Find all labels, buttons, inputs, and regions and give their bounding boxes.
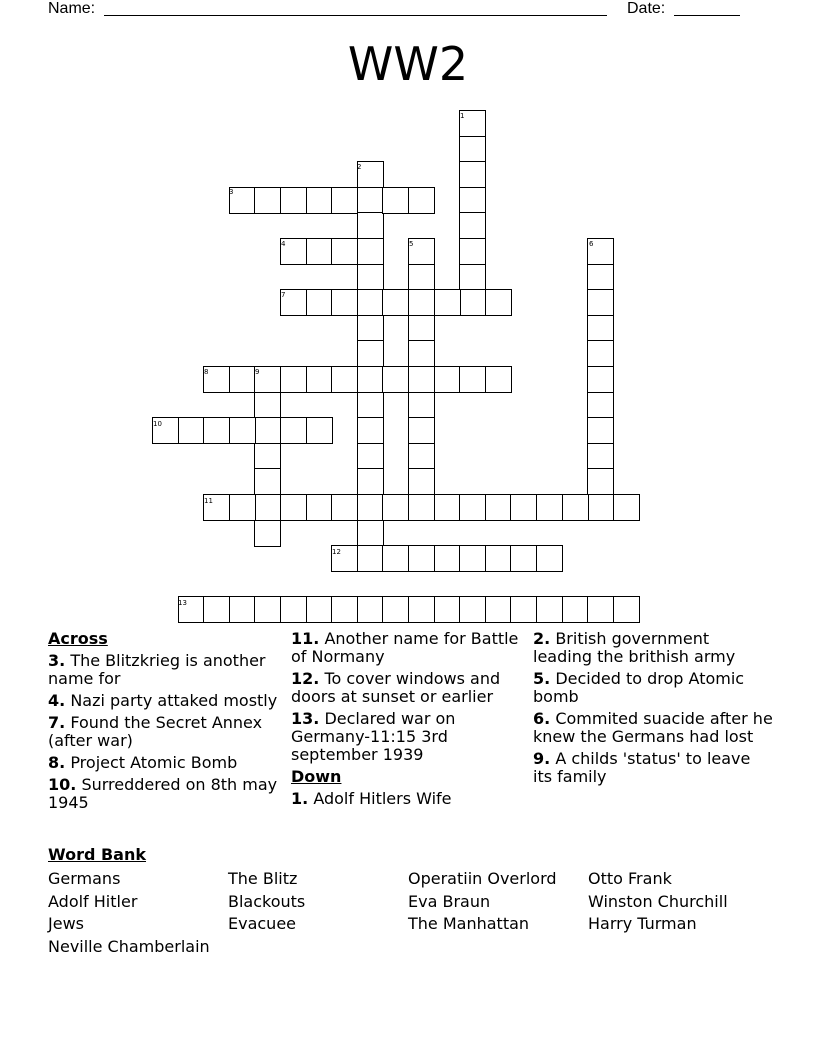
crossword-cell[interactable] [357, 468, 384, 495]
crossword-cell[interactable] [306, 289, 333, 316]
word-bank-item: The Manhattan [408, 914, 530, 933]
clue-number: 1 [460, 112, 465, 120]
across-heading: Across [48, 629, 108, 648]
clue-column-1 [48, 630, 278, 816]
crossword-cell[interactable] [408, 443, 435, 470]
crossword-cell[interactable] [434, 596, 461, 623]
clue-number: 4 [281, 240, 286, 248]
crossword-cell[interactable] [536, 545, 563, 572]
crossword-cell[interactable] [357, 366, 384, 393]
crossword-cell[interactable] [357, 315, 384, 342]
crossword-cell[interactable] [434, 366, 461, 393]
crossword-cell[interactable] [510, 545, 537, 572]
crossword-cell[interactable] [331, 366, 358, 393]
crossword-cell[interactable] [587, 417, 614, 444]
page-title: WW2 [347, 37, 469, 91]
crossword-cell[interactable] [229, 596, 256, 623]
crossword-cell[interactable] [254, 494, 281, 521]
crossword-cell[interactable] [587, 468, 614, 495]
crossword-cell[interactable] [485, 596, 512, 623]
crossword-cell[interactable] [331, 289, 358, 316]
crossword-cell[interactable] [408, 545, 435, 572]
crossword-cell[interactable] [357, 187, 384, 214]
clue-across-13: 13. Declared war on Germany-11:15 3rd september 1939 [291, 709, 456, 764]
crossword-cell[interactable] [178, 417, 205, 444]
word-bank-item: Harry Turman [588, 914, 697, 933]
crossword-cell[interactable] [587, 315, 614, 342]
clue-across-4: 4. Nazi party attaked mostly [48, 691, 278, 710]
clue-column-3 [533, 630, 773, 790]
clue-down-9: 9. A childs 'status' to leave its family [533, 749, 751, 786]
down-heading: Down [291, 767, 342, 786]
crossword-cell[interactable] [459, 545, 486, 572]
crossword-cell[interactable] [306, 417, 333, 444]
crossword-cell[interactable] [587, 494, 614, 521]
crossword-cell[interactable] [562, 494, 589, 521]
crossword-cell[interactable] [229, 494, 256, 521]
crossword-cell[interactable] [459, 289, 486, 316]
clue-number: 13 [178, 599, 187, 607]
clue-number: 2 [357, 163, 362, 171]
crossword-cell[interactable] [229, 417, 256, 444]
clue-number: 10 [153, 420, 162, 428]
word-bank-item: Blackouts [228, 892, 306, 911]
crossword-cell[interactable] [254, 392, 281, 419]
crossword-cell[interactable] [357, 289, 384, 316]
crossword-cell[interactable] [254, 520, 281, 547]
crossword-cell[interactable] [408, 340, 435, 367]
clue-number: 11 [204, 497, 213, 505]
clue-number: 3 [229, 188, 234, 196]
clue-number: 7 [281, 291, 286, 299]
crossword-cell[interactable] [229, 366, 256, 393]
crossword-cell[interactable] [459, 187, 486, 214]
crossword-cell[interactable] [331, 494, 358, 521]
word-bank-item: Evacuee [228, 914, 297, 933]
crossword-cell[interactable] [510, 596, 537, 623]
clue-down-2: 2. British government leading the brithish army [533, 629, 736, 666]
crossword-cell[interactable] [587, 340, 614, 367]
crossword-cell[interactable] [382, 494, 409, 521]
crossword-cell[interactable] [459, 212, 486, 239]
clue-number: 9 [255, 368, 260, 376]
crossword-cell[interactable] [485, 366, 512, 393]
crossword-cell[interactable] [536, 596, 563, 623]
crossword-cell[interactable] [306, 494, 333, 521]
crossword-cell[interactable] [613, 494, 640, 521]
crossword-cell[interactable] [587, 596, 614, 623]
crossword-cell[interactable] [382, 366, 409, 393]
clue-column-2 [291, 630, 521, 812]
crossword-cell[interactable] [408, 187, 435, 214]
crossword-cell[interactable] [357, 392, 384, 419]
crossword-cell[interactable] [587, 443, 614, 470]
clue-across-12: 12. To cover windows and doors at sunset or earlier [291, 669, 501, 706]
crossword-cell[interactable] [459, 136, 486, 163]
crossword-cell[interactable] [408, 392, 435, 419]
crossword-cell[interactable] [587, 264, 614, 291]
crossword-cell[interactable] [562, 596, 589, 623]
crossword-cell[interactable] [408, 315, 435, 342]
word-bank-item: Jews [48, 914, 84, 933]
crossword-cell[interactable] [459, 161, 486, 188]
crossword-cell[interactable] [357, 264, 384, 291]
crossword-cell[interactable] [587, 289, 614, 316]
crossword-cell[interactable] [280, 187, 307, 214]
crossword-cell[interactable] [485, 545, 512, 572]
crossword-cell[interactable] [357, 443, 384, 470]
crossword-cell[interactable] [254, 596, 281, 623]
word-bank-item: Operatiin Overlord [408, 869, 557, 888]
clue-across-11: 11. Another name for Battle of Normany [291, 629, 519, 666]
crossword-cell[interactable] [254, 443, 281, 470]
crossword-cell[interactable] [536, 494, 563, 521]
clue-down-1: 1. Adolf Hitlers Wife [291, 789, 452, 808]
crossword-cell[interactable] [459, 494, 486, 521]
crossword-cell[interactable] [357, 238, 384, 265]
crossword-cell[interactable] [280, 366, 307, 393]
crossword-cell[interactable] [408, 289, 435, 316]
clue-number: 12 [332, 548, 341, 556]
word-bank-item: The Blitz [228, 869, 298, 888]
word-bank-item: Otto Frank [588, 869, 672, 888]
crossword-cell[interactable] [357, 494, 384, 521]
crossword-cell[interactable] [408, 494, 435, 521]
clue-down-5: 5. Decided to drop Atomic bomb [533, 669, 745, 706]
word-bank-item: Winston Churchill [588, 892, 728, 911]
crossword-cell[interactable] [434, 494, 461, 521]
crossword-cell[interactable] [357, 417, 384, 444]
crossword-cell[interactable] [357, 340, 384, 367]
word-bank-item: Adolf Hitler [48, 892, 138, 911]
clue-across-7: 7. Found the Secret Annex (after war) [48, 713, 263, 750]
crossword-cell[interactable] [434, 289, 461, 316]
crossword-cell[interactable] [382, 289, 409, 316]
clue-number: 8 [204, 368, 209, 376]
crossword-cell[interactable] [331, 238, 358, 265]
crossword-cell[interactable] [357, 212, 384, 239]
crossword-cell[interactable] [306, 366, 333, 393]
crossword-cell[interactable] [254, 187, 281, 214]
crossword-cell[interactable] [280, 417, 307, 444]
crossword-cell[interactable] [408, 366, 435, 393]
crossword-cell[interactable] [203, 417, 230, 444]
clue-across-8: 8. Project Atomic Bomb [48, 753, 238, 772]
crossword-cell[interactable] [357, 596, 384, 623]
word-bank-item: Germans [48, 869, 121, 888]
name-label: Name: [48, 0, 96, 17]
crossword-cell[interactable] [408, 264, 435, 291]
crossword-cell[interactable] [459, 238, 486, 265]
crossword-cell[interactable] [408, 468, 435, 495]
crossword-cell[interactable] [357, 520, 384, 547]
word-bank-title: Word Bank [48, 845, 147, 864]
crossword-cell[interactable] [306, 238, 333, 265]
crossword-cell[interactable] [613, 596, 640, 623]
crossword-cell[interactable] [434, 545, 461, 572]
crossword-cell[interactable] [408, 596, 435, 623]
crossword-cell[interactable] [408, 417, 435, 444]
crossword-cell[interactable] [306, 596, 333, 623]
crossword-cell[interactable] [306, 187, 333, 214]
word-bank-item: Eva Braun [408, 892, 491, 911]
crossword-cell[interactable] [459, 596, 486, 623]
crossword-cell[interactable] [587, 366, 614, 393]
clue-across-10: 10. Surreddered on 8th may 1945 [48, 775, 278, 812]
crossword-cell[interactable] [331, 187, 358, 214]
crossword-cell[interactable] [510, 494, 537, 521]
clue-down-6: 6. Commited suacide after he knew the Germans had lost [533, 709, 773, 746]
crossword-cell[interactable] [254, 468, 281, 495]
crossword-cell[interactable] [485, 289, 512, 316]
crossword-cell[interactable] [587, 392, 614, 419]
word-bank-item: Neville Chamberlain [48, 937, 210, 956]
clue-number: 6 [589, 240, 594, 248]
crossword-cell[interactable] [280, 494, 307, 521]
crossword-cell[interactable] [382, 596, 409, 623]
clue-across-3: 3. The Blitzkrieg is another name for [48, 651, 266, 688]
crossword-cell[interactable] [459, 366, 486, 393]
crossword-cell[interactable] [203, 596, 230, 623]
crossword-cell[interactable] [357, 545, 384, 572]
crossword-cell[interactable] [331, 596, 358, 623]
date-label: Date: [627, 0, 666, 17]
crossword-cell[interactable] [280, 596, 307, 623]
clue-number: 5 [409, 240, 414, 248]
crossword-cell[interactable] [382, 545, 409, 572]
crossword-cell[interactable] [382, 187, 409, 214]
crossword-cell[interactable] [459, 264, 486, 291]
crossword-cell[interactable] [254, 417, 281, 444]
crossword-cell[interactable] [485, 494, 512, 521]
